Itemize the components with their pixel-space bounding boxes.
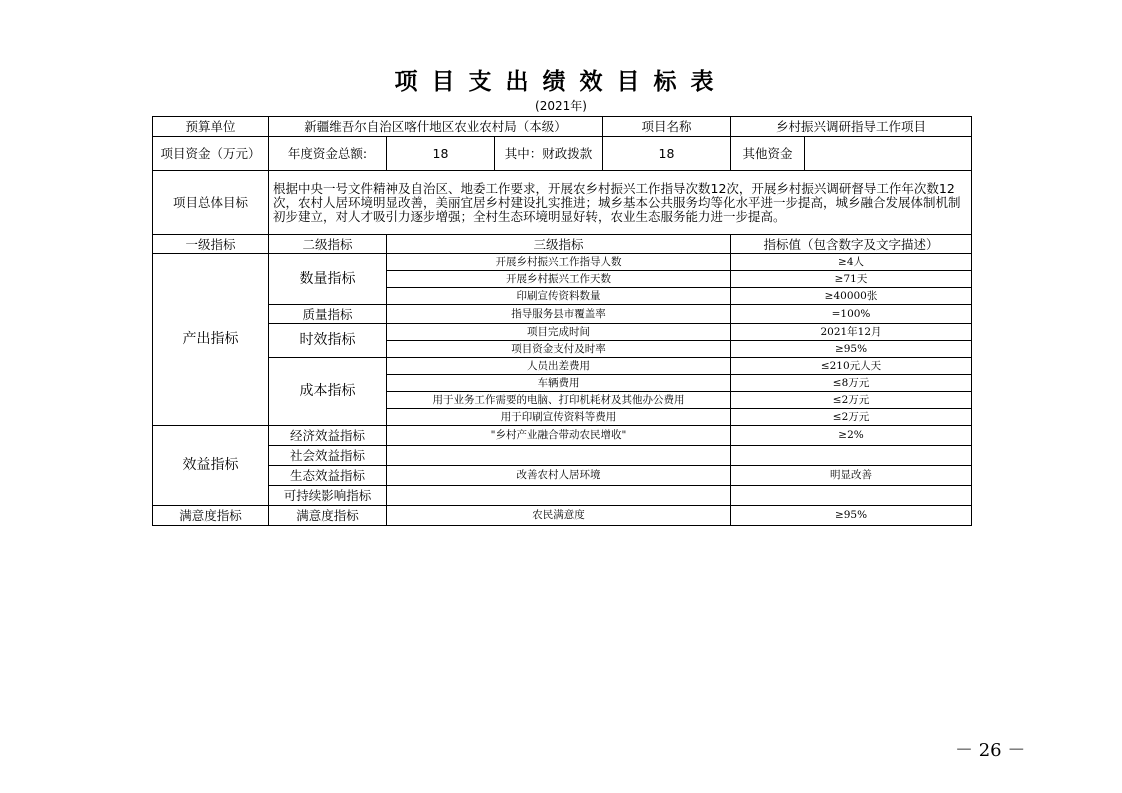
column-header-level2: 二级指标 <box>269 235 387 254</box>
indicator-value: ≥2% <box>731 426 972 446</box>
project-name-value: 乡村振兴调研指导工作项目 <box>731 117 972 137</box>
indicator-name: 指导服务县市覆盖率 <box>387 305 731 324</box>
benefit-indicator-label: 效益指标 <box>153 426 269 506</box>
indicator-name: 人员出差费用 <box>387 358 731 375</box>
project-name-label: 项目名称 <box>603 117 731 137</box>
quality-indicator-label: 质量指标 <box>269 305 387 324</box>
performance-goal-table <box>152 116 972 526</box>
cost-indicator-label: 成本指标 <box>269 358 387 426</box>
goal-text: 根据中央一号文件精神及自治区、地委工作要求，开展农乡村振兴工作指导次数12次，开展乡村振兴调研督导工作年次数12次，农村人居环境明显改善，美丽宜居乡村建设扎实推进；城乡基本公共服务均等化水平进一步提高，城乡融合发展体制机制初步建立，对人才吸引力逐步增强；全村生态环境明显好转，农业生态服务能力进一步提高。 <box>269 171 972 235</box>
sustainable-impact-label: 可持续影响指标 <box>269 486 387 506</box>
table-row <box>153 486 972 506</box>
table-row <box>153 446 972 466</box>
other-funds-label: 其他资金 <box>731 137 805 171</box>
document-title: 项目支出绩效目标表 <box>394 69 728 95</box>
satisfaction-indicator-label: 满意度指标 <box>153 506 269 526</box>
annual-total-value: 18 <box>387 137 495 171</box>
document-year: (2021年) <box>535 99 587 113</box>
goal-label: 项目总体目标 <box>153 171 269 235</box>
table-row <box>153 324 972 341</box>
output-indicator-label: 产出指标 <box>153 254 269 426</box>
table-row <box>153 466 972 486</box>
indicator-value <box>731 486 972 506</box>
economic-benefit-label: 经济效益指标 <box>269 426 387 446</box>
timeliness-indicator-label: 时效指标 <box>269 324 387 358</box>
table-row <box>153 254 972 271</box>
indicator-name: 车辆费用 <box>387 375 731 392</box>
budget-unit-value: 新疆维吾尔自治区喀什地区农业农村局（本级） <box>269 117 603 137</box>
quantity-indicator-label: 数量指标 <box>269 254 387 305</box>
table-row <box>153 506 972 526</box>
column-header-level1: 一级指标 <box>153 235 269 254</box>
indicator-name: 农民满意度 <box>387 506 731 526</box>
indicator-value: ≤2万元 <box>731 392 972 409</box>
indicator-value <box>731 446 972 466</box>
indicator-value: ≤8万元 <box>731 375 972 392</box>
indicator-name: 项目完成时间 <box>387 324 731 341</box>
indicator-value: 明显改善 <box>731 466 972 486</box>
indicator-value: ≥4人 <box>731 254 972 271</box>
indicator-name <box>387 446 731 466</box>
indicator-name: 用于业务工作需要的电脑、打印机耗材及其他办公费用 <box>387 392 731 409</box>
column-header-value: 指标值（包含数字及文字描述） <box>731 235 972 254</box>
indicator-value: ≥40000张 <box>731 288 972 305</box>
table-row <box>153 426 972 446</box>
indicator-value: ≤210元人天 <box>731 358 972 375</box>
indicator-value: =100% <box>731 305 972 324</box>
other-funds-value <box>805 137 972 171</box>
indicator-value: ≥95% <box>731 341 972 358</box>
table-row <box>153 137 972 171</box>
indicator-value: ≤2万元 <box>731 409 972 426</box>
indicator-name: 印刷宣传资料数量 <box>387 288 731 305</box>
satisfaction-sub-label: 满意度指标 <box>269 506 387 526</box>
annual-total-label: 年度资金总额: <box>269 137 387 171</box>
fiscal-label: 其中：财政拨款 <box>495 137 603 171</box>
ecological-benefit-label: 生态效益指标 <box>269 466 387 486</box>
indicator-value: 2021年12月 <box>731 324 972 341</box>
column-header-level3: 三级指标 <box>387 235 731 254</box>
indicator-name: 用于印刷宣传资料等费用 <box>387 409 731 426</box>
indicator-name: 开展乡村振兴工作天数 <box>387 271 731 288</box>
indicator-name: 开展乡村振兴工作指导人数 <box>387 254 731 271</box>
table-header-row <box>153 235 972 254</box>
indicator-name: 项目资金支付及时率 <box>387 341 731 358</box>
indicator-name <box>387 486 731 506</box>
social-benefit-label: 社会效益指标 <box>269 446 387 466</box>
indicator-name: 改善农村人居环境 <box>387 466 731 486</box>
page-number: － 26 － <box>955 740 1026 761</box>
funds-label: 项目资金（万元） <box>153 137 269 171</box>
table-row <box>153 171 972 235</box>
fiscal-value: 18 <box>603 137 731 171</box>
indicator-value: ≥95% <box>731 506 972 526</box>
indicator-name: "乡村产业融合带动农民增收" <box>387 426 731 446</box>
indicator-value: ≥71天 <box>731 271 972 288</box>
table-row <box>153 358 972 375</box>
table-row <box>153 117 972 137</box>
table-row <box>153 305 972 324</box>
budget-unit-label: 预算单位 <box>153 117 269 137</box>
